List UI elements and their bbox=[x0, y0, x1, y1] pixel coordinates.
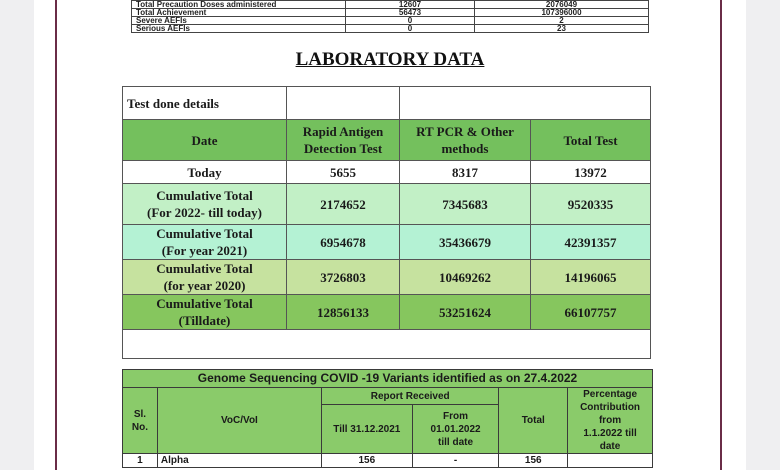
row-label-line2: (Tilldate) bbox=[178, 313, 231, 328]
table-row bbox=[132, 9, 649, 17]
total-value: 9520335 bbox=[531, 184, 651, 225]
header-rapid-line1: Rapid Antigen bbox=[302, 124, 384, 139]
header-pct-line3: from bbox=[598, 415, 622, 426]
header-pct-line2: Contribution bbox=[580, 402, 641, 413]
total-value: 156 bbox=[499, 454, 568, 468]
rtpcr-value: 7345683 bbox=[400, 184, 531, 225]
header-date: Date bbox=[123, 120, 287, 161]
row-label: Serious AEFIs bbox=[132, 25, 346, 33]
genome-title: Genome Sequencing COVID -19 Variants identified as on 27.4.2022 bbox=[123, 370, 653, 388]
table-row bbox=[123, 295, 651, 330]
genome-title-row bbox=[123, 370, 653, 388]
percentage-value bbox=[568, 454, 653, 468]
rapid-value: 6954678 bbox=[287, 225, 400, 260]
row-label bbox=[123, 225, 287, 260]
table-row bbox=[132, 17, 649, 25]
header-rtpcr bbox=[400, 120, 531, 161]
header-from-line3: till date bbox=[438, 436, 474, 448]
rapid-value: 2174652 bbox=[287, 184, 400, 225]
table-row bbox=[123, 225, 651, 260]
table-row bbox=[123, 161, 651, 184]
empty-cell bbox=[287, 87, 400, 120]
header-sl-line2: No. bbox=[131, 421, 148, 433]
vaccination-summary-table bbox=[131, 0, 649, 33]
today-value: 0 bbox=[346, 25, 475, 33]
row-label-line2: (For year 2021) bbox=[161, 243, 248, 258]
header-rtpcr-line1: RT PCR & Other bbox=[416, 124, 514, 139]
sl-value: 1 bbox=[123, 454, 158, 468]
cumulative-value: 23 bbox=[475, 25, 649, 33]
row-label-line1: Cumulative Total bbox=[156, 261, 253, 276]
table-row bbox=[123, 454, 653, 468]
from-value: - bbox=[412, 454, 499, 468]
cumulative-value: 2076049 bbox=[475, 1, 649, 9]
table-row bbox=[123, 260, 651, 295]
table-row bbox=[123, 184, 651, 225]
laboratory-title: LABORATORY DATA bbox=[295, 49, 485, 70]
total-value: 13972 bbox=[531, 161, 651, 184]
empty-cell bbox=[123, 330, 651, 359]
cumulative-value: 2 bbox=[475, 17, 649, 25]
row-label: Today bbox=[123, 161, 287, 184]
empty-row bbox=[123, 330, 651, 359]
till-value: 156 bbox=[321, 454, 412, 468]
total-value: 14196065 bbox=[531, 260, 651, 295]
rtpcr-value: 53251624 bbox=[400, 295, 531, 330]
row-label-line2: (for year 2020) bbox=[163, 278, 246, 293]
total-value: 42391357 bbox=[531, 225, 651, 260]
row-label bbox=[123, 260, 287, 295]
rtpcr-value: 8317 bbox=[400, 161, 531, 184]
today-value: 12607 bbox=[346, 1, 475, 9]
caption-row bbox=[123, 87, 651, 120]
header-total: Total bbox=[499, 388, 568, 454]
rapid-value: 5655 bbox=[287, 161, 400, 184]
header-pct-line4: 1.1.2022 till bbox=[583, 428, 637, 439]
header-pct-line5: date bbox=[599, 441, 621, 452]
row-label-line1: Cumulative Total bbox=[156, 188, 253, 203]
header-rapid bbox=[287, 120, 400, 161]
row-label: Severe AEFIs bbox=[132, 17, 346, 25]
empty-cell bbox=[400, 87, 651, 120]
row-label-line1: Cumulative Total bbox=[156, 296, 253, 311]
variant-name: Alpha bbox=[157, 454, 321, 468]
today-value: 56473 bbox=[346, 9, 475, 17]
header-total: Total Test bbox=[531, 120, 651, 161]
total-value: 66107757 bbox=[531, 295, 651, 330]
cumulative-value: 107396000 bbox=[475, 9, 649, 17]
row-label-line2: (For 2022- till today) bbox=[147, 205, 262, 220]
header-voc: VoC/VoI bbox=[157, 388, 321, 454]
rtpcr-value: 35436679 bbox=[400, 225, 531, 260]
rapid-value: 12856133 bbox=[287, 295, 400, 330]
header-rtpcr-line2: methods bbox=[441, 141, 489, 156]
header-report-received: Report Received bbox=[321, 388, 498, 405]
row-label: Total Precaution Doses administered bbox=[132, 1, 346, 9]
today-value: 0 bbox=[346, 17, 475, 25]
header-from bbox=[412, 405, 499, 454]
header-percentage bbox=[568, 388, 653, 454]
row-label bbox=[123, 184, 287, 225]
header-row bbox=[123, 120, 651, 161]
header-sl-line1: Sl. bbox=[133, 408, 147, 420]
table-row bbox=[132, 25, 649, 33]
header-from-line1: From bbox=[443, 410, 469, 422]
header-from-line2: 01.01.2022 bbox=[430, 423, 481, 435]
genome-header-row bbox=[123, 388, 653, 405]
rtpcr-value: 10469262 bbox=[400, 260, 531, 295]
header-pct-line1: Percentage bbox=[583, 389, 638, 400]
header-till: Till 31.12.2021 bbox=[321, 405, 412, 454]
rapid-value: 3726803 bbox=[287, 260, 400, 295]
header-sl bbox=[123, 388, 158, 454]
genome-sequencing-table bbox=[122, 369, 653, 468]
laboratory-table bbox=[122, 86, 651, 359]
row-label: Total Achievement bbox=[132, 9, 346, 17]
row-label-line1: Cumulative Total bbox=[156, 226, 253, 241]
header-rapid-line2: Detection Test bbox=[303, 141, 383, 156]
row-label bbox=[123, 295, 287, 330]
caption-cell: Test done details bbox=[123, 87, 287, 120]
